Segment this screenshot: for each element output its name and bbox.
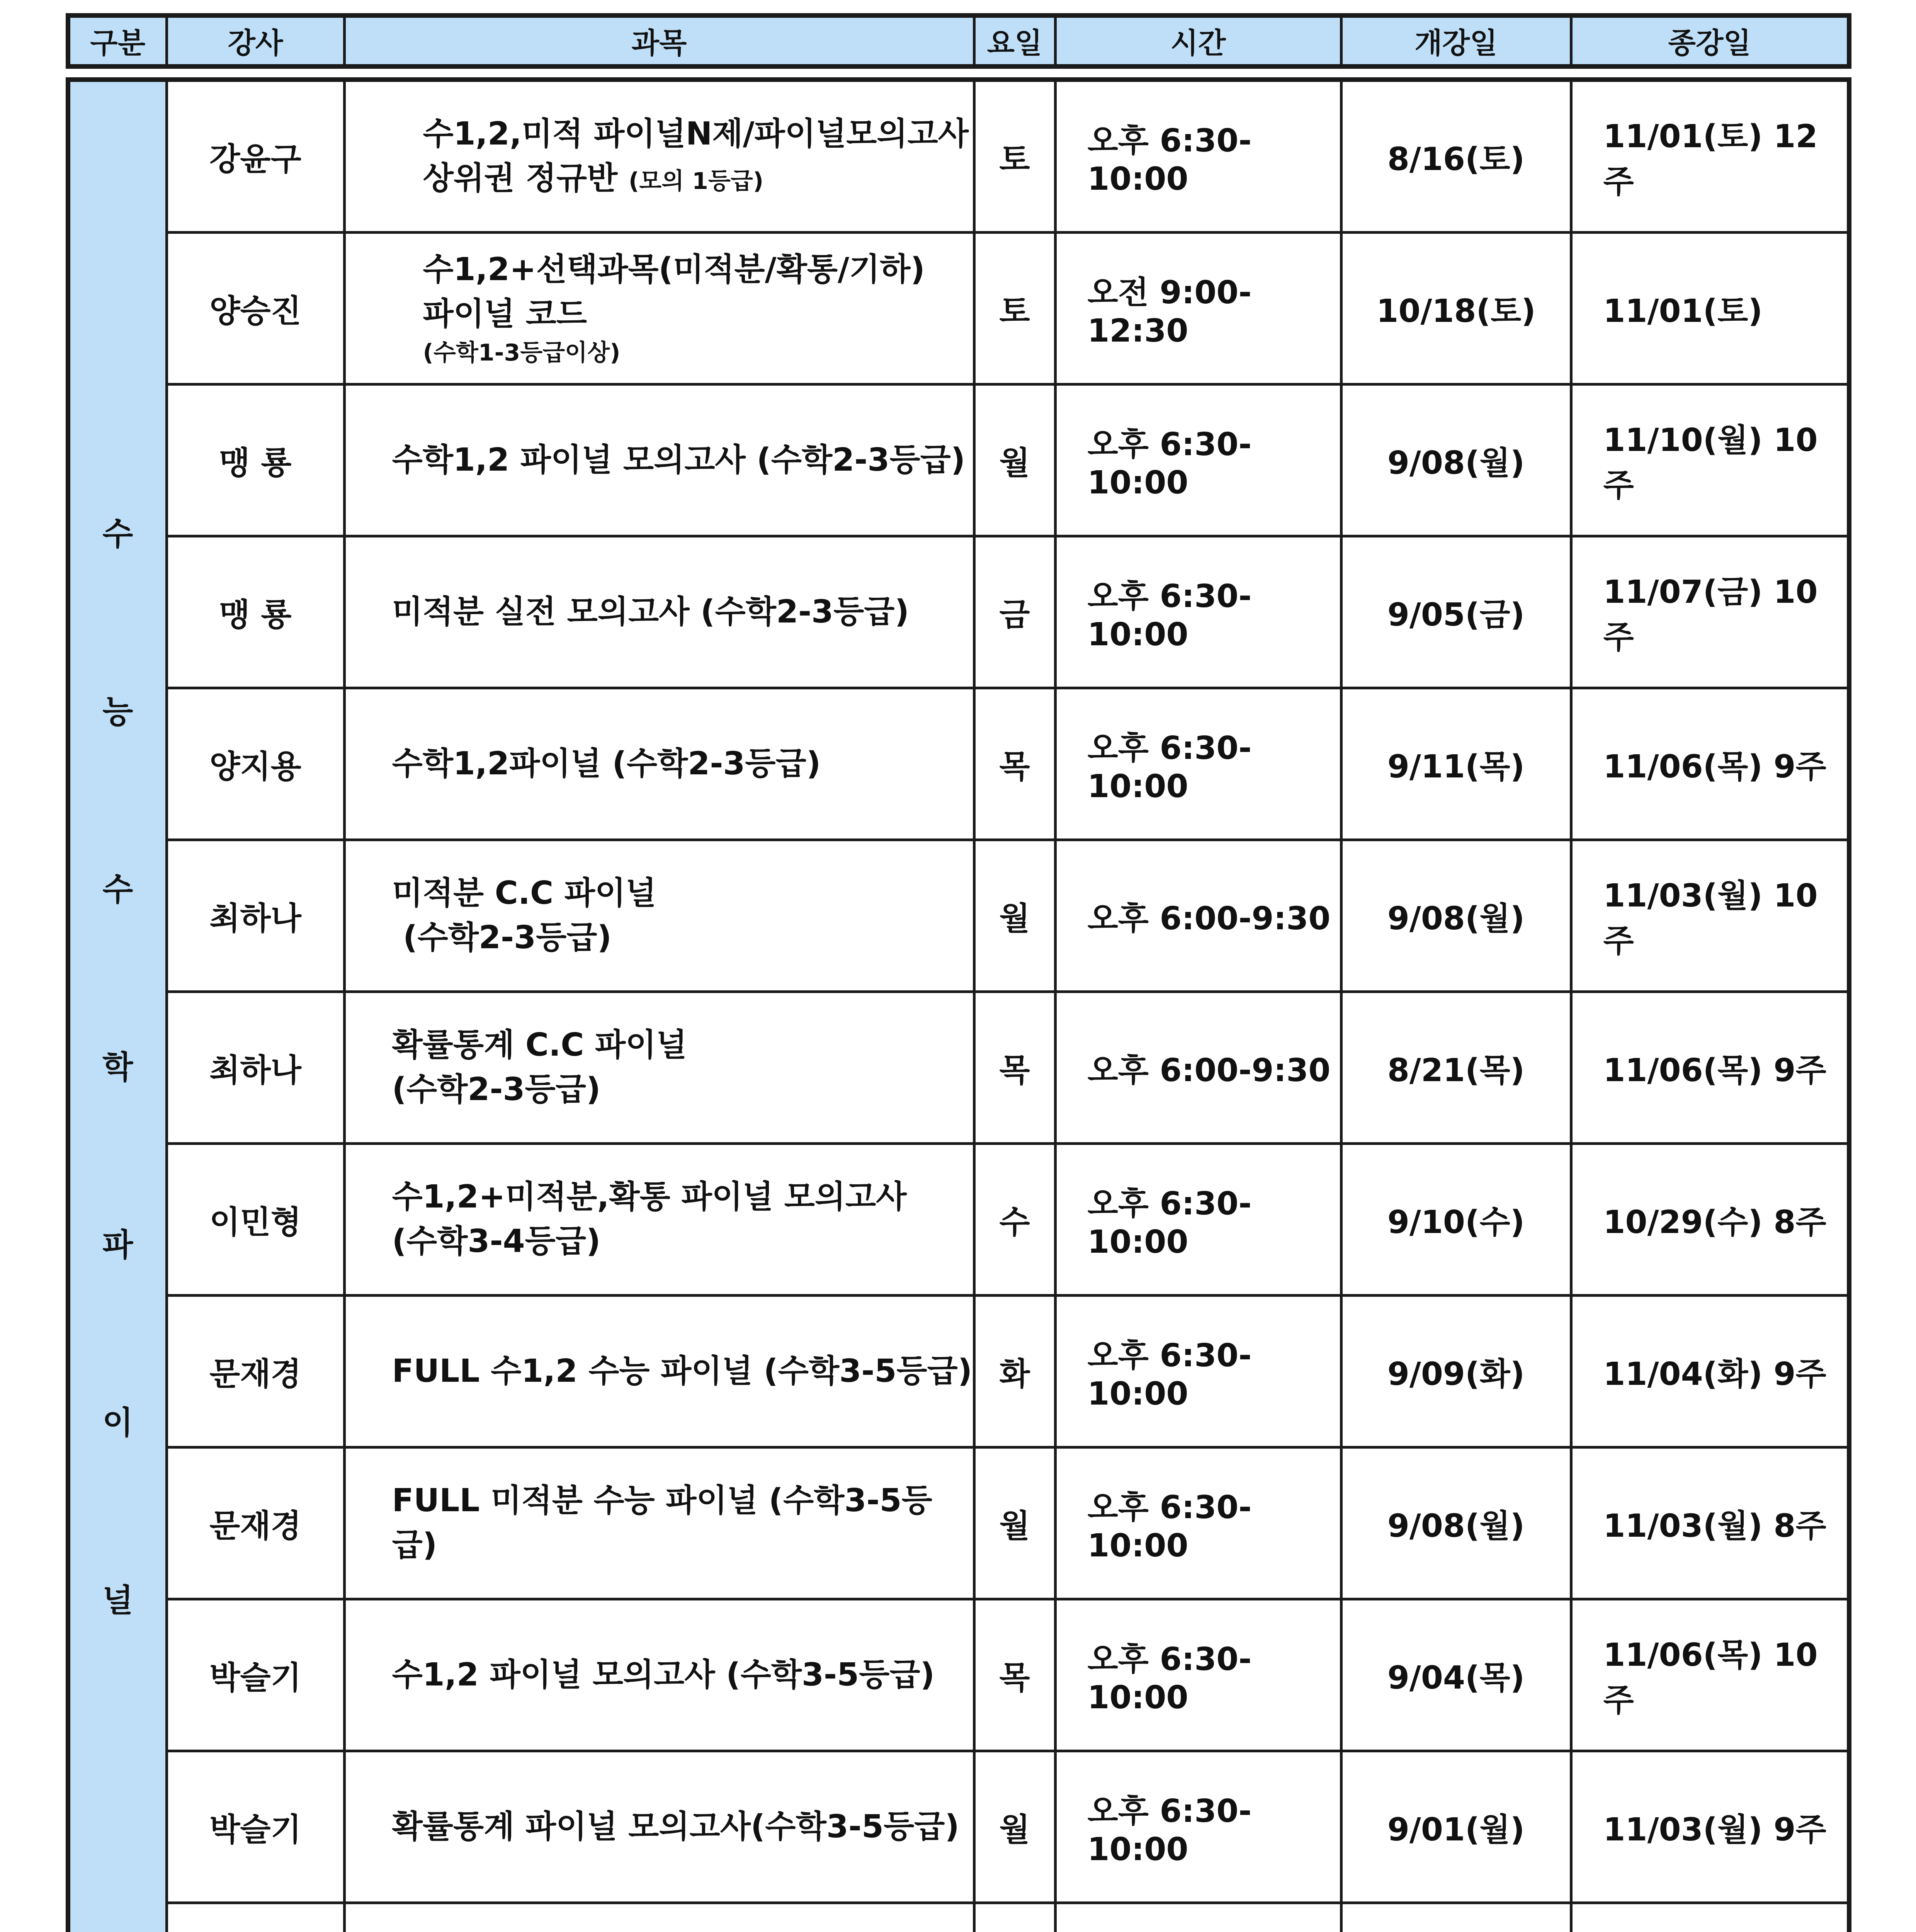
subject-cell <box>344 536 974 688</box>
day-cell: 토 <box>974 80 1055 233</box>
subject-line: 수1,2 파이널 모의고사 (수학3-5등급) <box>392 1656 935 1693</box>
start-date-cell: 9/05(금) <box>1341 536 1571 688</box>
teacher-cell: 강윤구 <box>167 80 344 233</box>
subject-cell <box>344 688 974 840</box>
time-cell: 오후 6:30-10:00 <box>1055 688 1341 840</box>
subject-line: 수학1,2 파이널 모의고사 (수학2-3등급) <box>392 441 966 478</box>
table-row <box>68 992 1849 1144</box>
subject-note: (모의 1등급) <box>628 168 764 195</box>
header-teacher: 강사 <box>167 15 344 66</box>
start-date-cell: 9/10(수) <box>1341 1144 1571 1296</box>
table-row <box>68 80 1849 233</box>
day-cell: 금 <box>974 536 1055 688</box>
start-date-cell: 8/16(토) <box>1341 80 1571 233</box>
end-date-cell: 11/03(월) 9주 <box>1571 1751 1849 1903</box>
day-cell: 월 <box>974 840 1055 992</box>
subject-line: 파이널 코드 <box>423 296 587 332</box>
end-date-cell: 11/04(화) 9주 <box>1571 1296 1849 1447</box>
table-row <box>68 1447 1849 1599</box>
end-date-cell: 11/03(월) 8주 <box>1571 1447 1849 1599</box>
category-char: 능 <box>102 694 133 730</box>
table-row <box>68 1144 1849 1296</box>
subject-line: 수1,2+미적분,확통 파이널 모의고사 <box>392 1179 907 1216</box>
day-cell: 목 <box>974 992 1055 1144</box>
teacher-cell: 양승진 <box>167 233 344 384</box>
header-row <box>68 15 1849 66</box>
end-date-cell: 11/07(금) 10주 <box>1571 536 1849 688</box>
start-date-cell: 9/08(월) <box>1341 1447 1571 1599</box>
end-date-cell: 11/10(월) 10주 <box>1571 384 1849 536</box>
header-start-date: 개강일 <box>1341 15 1571 66</box>
time-cell: 오후 6:00-9:30 <box>1055 840 1341 992</box>
day-cell: 수 <box>974 1144 1055 1296</box>
header-day: 요일 <box>974 15 1055 66</box>
subject-line <box>423 156 973 201</box>
subject-line: 수1,2+선택과목(미적분/확통/기하) <box>423 251 925 288</box>
subject-cell <box>344 1447 974 1599</box>
teacher-cell: 최하나 <box>167 992 344 1144</box>
subject-text: 상위권 정규반 <box>423 160 618 197</box>
day-cell: 월 <box>974 384 1055 536</box>
subject-line: 확률통계 C.C 파이널 <box>392 1027 687 1064</box>
time-cell: 오후 6:30-10:00 <box>1055 1599 1341 1751</box>
category-char: 파 <box>102 1227 133 1264</box>
header-category: 구분 <box>68 15 167 66</box>
start-date-cell: 9/01(월) <box>1341 1751 1571 1903</box>
header-time: 시간 <box>1055 15 1341 66</box>
day-cell: 목 <box>974 688 1055 840</box>
time-cell: 오후 6:30-10:00 <box>1055 1296 1341 1447</box>
day-cell: 화 <box>974 1296 1055 1447</box>
subject-note: (수학1-3등급이상) <box>423 339 621 366</box>
day-cell: 목 <box>974 1599 1055 1751</box>
teacher-cell: 이민형 <box>167 1144 344 1296</box>
subject-line: 수학1,2파이널 (수학2-3등급) <box>392 745 821 782</box>
subject-line: 수1,2,미적 파이널N제/파이널모의고사 <box>423 116 969 153</box>
subject-line: FULL 미적분 수능 파이널 (수학3-5등급) <box>392 1482 932 1563</box>
table-row <box>68 1296 1849 1447</box>
subject-cell <box>344 384 974 536</box>
start-date-cell: 9/08(월) <box>1341 840 1571 992</box>
end-date-cell: 11/06(목) 9주 <box>1571 992 1849 1144</box>
start-date-cell: 8/21(목) <box>1341 992 1571 1144</box>
teacher-cell: 문재경 <box>167 1296 344 1447</box>
day-cell: 월 <box>974 1751 1055 1903</box>
subject-line: 미적분 실전 모의고사 (수학2-3등급) <box>392 593 909 630</box>
category-cell <box>68 80 167 1932</box>
subject-cell <box>344 992 974 1144</box>
subject-line: (수학2-3등급) <box>392 1071 601 1108</box>
category-char: 이 <box>102 1405 133 1441</box>
teacher-cell: 박슬기 <box>167 1751 344 1903</box>
subject-line: (수학3-4등급) <box>392 1223 601 1260</box>
teacher-cell: 최하나 <box>167 840 344 992</box>
category-char: 수 <box>102 871 133 908</box>
category-char: 학 <box>102 1049 133 1086</box>
end-date-cell: 11/06(목) 10주 <box>1571 1599 1849 1751</box>
time-cell: 오후 6:30-10:00 <box>1055 1447 1341 1599</box>
start-date-cell: 9/11(목) <box>1341 688 1571 840</box>
teacher-cell: 맹 룡 <box>167 384 344 536</box>
end-date-cell: 11/03(월) 10주 <box>1571 840 1849 992</box>
time-cell: 오후 6:30-10:00 <box>1055 384 1341 536</box>
teacher-cell: 양지용 <box>167 688 344 840</box>
category-char: 널 <box>102 1582 133 1619</box>
start-date-cell: 9/04(목) <box>1341 1599 1571 1751</box>
day-cell: 월 <box>974 1447 1055 1599</box>
table-row <box>68 233 1849 384</box>
subject-line: 확률통계 파이널 모의고사(수학3-5등급) <box>392 1808 959 1845</box>
subject-line: 미적분 C.C 파이널 <box>392 875 656 912</box>
table-row <box>68 840 1849 992</box>
subject-cell <box>344 233 974 384</box>
teacher-cell: 맹 룡 <box>167 536 344 688</box>
start-date-cell <box>1341 1903 1571 1932</box>
header-end-date: 종강일 <box>1571 15 1849 66</box>
table-row <box>68 688 1849 840</box>
start-date-cell: 10/18(토) <box>1341 233 1571 384</box>
day-cell <box>974 1903 1055 1932</box>
end-date-cell <box>1571 1903 1849 1932</box>
header-table <box>66 13 1851 69</box>
day-cell: 토 <box>974 233 1055 384</box>
subject-cell <box>344 1296 974 1447</box>
time-cell: 오후 6:30-10:00 <box>1055 80 1341 233</box>
category-char: 수 <box>102 516 133 553</box>
end-date-cell: 11/01(토) 12주 <box>1571 80 1849 233</box>
teacher-cell <box>167 1903 344 1932</box>
subject-cell <box>344 1599 974 1751</box>
subject-cell <box>344 1751 974 1903</box>
table-row <box>68 1751 1849 1903</box>
time-cell: 오후 6:00-9:30 <box>1055 992 1341 1144</box>
subject-cell <box>344 840 974 992</box>
table-row <box>68 384 1849 536</box>
schedule-table <box>66 77 1851 1932</box>
teacher-cell: 문재경 <box>167 1447 344 1599</box>
subject-line: (수학2-3등급) <box>392 919 612 956</box>
time-cell: 오전 9:00-12:30 <box>1055 233 1341 384</box>
subject-cell <box>344 1903 974 1932</box>
time-cell: 오후 6:30-10:00 <box>1055 1144 1341 1296</box>
subject-cell <box>344 1144 974 1296</box>
subject-cell <box>344 80 974 233</box>
end-date-cell: 11/06(목) 9주 <box>1571 688 1849 840</box>
time-cell <box>1055 1903 1341 1932</box>
teacher-cell: 박슬기 <box>167 1599 344 1751</box>
time-cell: 오후 6:30-10:00 <box>1055 536 1341 688</box>
start-date-cell: 9/08(월) <box>1341 384 1571 536</box>
end-date-cell: 10/29(수) 8주 <box>1571 1144 1849 1296</box>
subject-line: FULL 수1,2 수능 파이널 (수학3-5등급) <box>392 1352 972 1389</box>
table-row <box>68 1903 1849 1932</box>
header-subject: 과목 <box>344 15 974 66</box>
time-cell: 오후 6:30-10:00 <box>1055 1751 1341 1903</box>
start-date-cell: 9/09(화) <box>1341 1296 1571 1447</box>
table-row <box>68 1599 1849 1751</box>
end-date-cell: 11/01(토) <box>1571 233 1849 384</box>
table-row <box>68 536 1849 688</box>
